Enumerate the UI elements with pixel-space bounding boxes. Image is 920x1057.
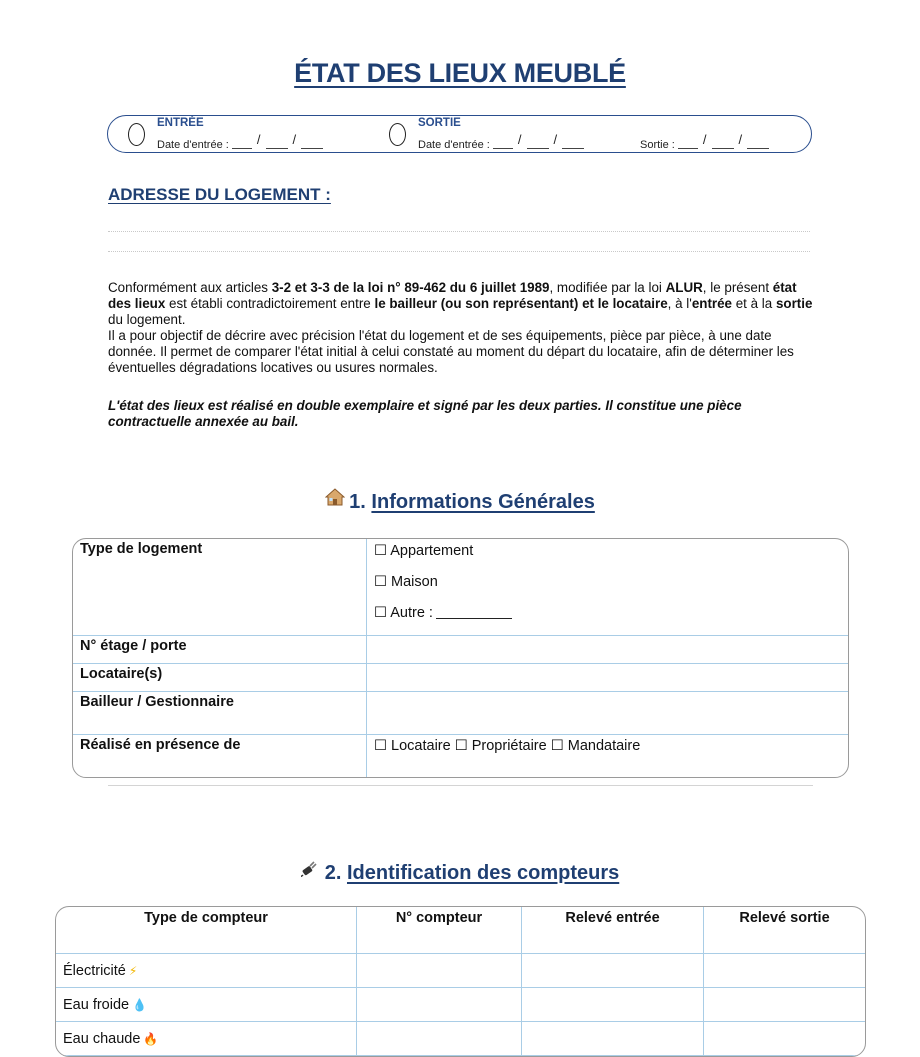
type-autre-option[interactable]: ☐ Autre : xyxy=(374,601,848,632)
presence-label: Réalisé en présence de xyxy=(73,735,367,777)
address-title: ADRESSE DU LOGEMENT : xyxy=(108,185,331,204)
meter-number-cell[interactable] xyxy=(357,988,522,1022)
meter-type-electricite: Électricité ⚡ xyxy=(56,954,357,988)
header-entree: Relevé entrée xyxy=(522,907,704,954)
locataire-value[interactable] xyxy=(367,664,848,692)
meters-table xyxy=(55,906,866,1057)
meter-number-cell[interactable] xyxy=(357,954,522,988)
section2-title: Identification des compteurs xyxy=(346,862,620,884)
house-icon xyxy=(325,488,345,511)
general-info-table xyxy=(72,538,849,778)
entree-date: Date d'entrée : / / xyxy=(157,136,323,151)
etage-label: N° étage / porte xyxy=(73,636,367,664)
entry-exit-bar xyxy=(107,115,812,153)
autre-blank[interactable] xyxy=(436,604,512,619)
header-type: Type de compteur xyxy=(56,907,357,954)
type-label: Type de logement xyxy=(73,539,367,636)
sortie-date: Sortie : / / xyxy=(640,136,769,151)
sortie-label: SORTIE xyxy=(418,117,461,129)
table-row xyxy=(56,954,865,988)
plug-icon xyxy=(301,859,321,882)
section2-heading xyxy=(0,859,920,885)
table-row xyxy=(56,1022,865,1056)
type-maison-option[interactable]: ☐ Maison xyxy=(374,574,438,590)
intro-paragraph-1: Conformément aux articles 3-2 et 3-3 de la loi n° 89-462 du 6 juillet 1989, modifiée par la loi ALUR, le présent état des lieux est établi contradictoirement entre le bailleur (ou son représentant) et le locataire, à l'entrée et à la sortie du logement. xyxy=(108,280,813,327)
meter-sortie-cell[interactable] xyxy=(704,954,865,988)
meter-entree-cell[interactable] xyxy=(522,1022,704,1056)
locataire-label: Locataire(s) xyxy=(73,664,367,692)
meter-type-eau-froide: Eau froide 💧 xyxy=(56,988,357,1022)
section1-title: Informations Générales xyxy=(371,491,595,513)
flame-icon: 🔥 xyxy=(143,1031,159,1046)
sortie-entry-date: Date d'entrée : / / xyxy=(418,136,584,151)
droplet-icon: 💧 xyxy=(132,997,148,1012)
meter-type-eau-chaude: Eau chaude 🔥 xyxy=(56,1022,357,1056)
bailleur-value[interactable] xyxy=(367,692,848,735)
section-divider xyxy=(108,785,813,786)
document-title: ÉTAT DES LIEUX MEUBLÉ xyxy=(294,58,626,88)
section2-number: 2. xyxy=(324,862,342,884)
section1-heading xyxy=(0,488,920,514)
entree-date-label: Date d'entrée : xyxy=(157,139,229,151)
header-sortie: Relevé sortie xyxy=(704,907,865,954)
address-line-1[interactable] xyxy=(108,231,810,232)
entree-label: ENTRÉE xyxy=(157,117,204,129)
type-options xyxy=(367,539,848,636)
header-number: N° compteur xyxy=(357,907,522,954)
meter-sortie-cell[interactable] xyxy=(704,1022,865,1056)
lightning-icon: ⚡ xyxy=(128,963,138,978)
bailleur-label: Bailleur / Gestionnaire xyxy=(73,692,367,735)
meter-sortie-cell[interactable] xyxy=(704,988,865,1022)
meter-entree-cell[interactable] xyxy=(522,988,704,1022)
section1-number: 1. xyxy=(349,491,366,513)
sortie-date2-label: Sortie : xyxy=(640,139,675,151)
meter-entree-cell[interactable] xyxy=(522,954,704,988)
type-appartement-option[interactable]: ☐ Appartement xyxy=(374,543,474,559)
meter-number-cell[interactable] xyxy=(357,1022,522,1056)
sortie-checkbox[interactable] xyxy=(389,123,406,146)
address-line-2[interactable] xyxy=(108,251,810,252)
entree-checkbox[interactable] xyxy=(128,123,145,146)
intro-note: L'état des lieux est réalisé en double exemplaire et signé par les deux parties. Il constitue une pièce contractuelle annexée au bail. xyxy=(108,398,742,429)
presence-options[interactable]: ☐ Locataire ☐ Propriétaire ☐ Mandataire xyxy=(374,738,641,754)
intro-paragraph-2: Il a pour objectif de décrire avec précision l'état du logement et de ses équipements, pièce par pièce, à une date donnée. Il permet de comparer l'état initial à celui constaté au moment du départ du locataire, afin de déterminer les éventuelles dégradations locatives ou usures normales. xyxy=(108,328,794,375)
table-row xyxy=(56,988,865,1022)
sortie-date-label: Date d'entrée : xyxy=(418,139,490,151)
etage-value[interactable] xyxy=(367,636,848,664)
